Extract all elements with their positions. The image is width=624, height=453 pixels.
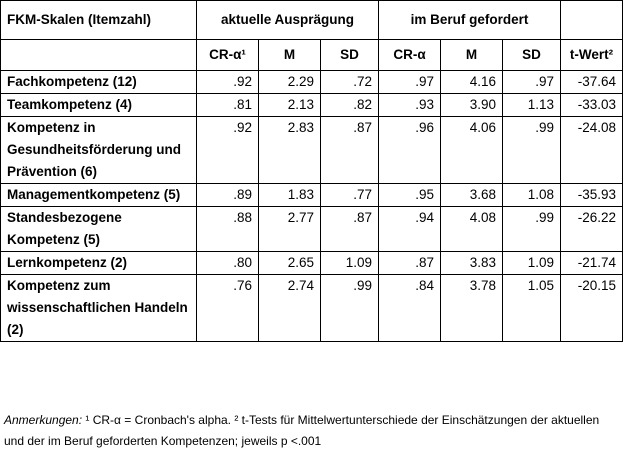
cell-sd2: 1.09 xyxy=(503,252,561,275)
header-cr1: CR-α¹ xyxy=(197,40,259,71)
cell-sd1: .82 xyxy=(321,94,379,117)
cell-m2: 3.78 xyxy=(441,275,503,342)
cell-t: -35.93 xyxy=(561,184,623,207)
cell-m2: 3.68 xyxy=(441,184,503,207)
header-group-current: aktuelle Ausprägung xyxy=(197,1,379,40)
notes-text: ¹ CR-α = Cronbach's alpha. ² t-Tests für Mittelwertunterschiede der Einschätzungen der aktuellen und der im Beruf geforderten Kompetenzen; jeweils p <.001 xyxy=(4,413,600,448)
table-row xyxy=(1,117,623,184)
cell-m1: 1.83 xyxy=(259,184,321,207)
cell-sd2: 1.05 xyxy=(503,275,561,342)
cell-m2: 3.90 xyxy=(441,94,503,117)
cell-m1: 2.65 xyxy=(259,252,321,275)
header-sd2: SD xyxy=(503,40,561,71)
cell-m2: 4.16 xyxy=(441,71,503,94)
cell-cr2: .87 xyxy=(379,252,441,275)
scale-name: Lernkompetenz (2) xyxy=(1,252,197,275)
header-empty xyxy=(561,1,623,40)
cell-t: -26.22 xyxy=(561,207,623,252)
table-row xyxy=(1,207,623,252)
table-row xyxy=(1,252,623,275)
scale-name: Kompetenz zum wissenschaftlichen Handeln (2) xyxy=(1,275,197,342)
cell-cr2: .95 xyxy=(379,184,441,207)
cell-m1: 2.77 xyxy=(259,207,321,252)
table-row xyxy=(1,71,623,94)
cell-cr2: .84 xyxy=(379,275,441,342)
cell-cr1: .92 xyxy=(197,117,259,184)
header-row-2 xyxy=(1,40,623,71)
scale-name: Fachkompetenz (12) xyxy=(1,71,197,94)
cell-cr1: .89 xyxy=(197,184,259,207)
cell-m1: 2.29 xyxy=(259,71,321,94)
cell-t: -37.64 xyxy=(561,71,623,94)
cell-m1: 2.83 xyxy=(259,117,321,184)
header-sd1: SD xyxy=(321,40,379,71)
header-row-1 xyxy=(1,1,623,40)
cell-cr2: .94 xyxy=(379,207,441,252)
cell-t: -33.03 xyxy=(561,94,623,117)
header-m1: M xyxy=(259,40,321,71)
notes-label: Anmerkungen: xyxy=(4,413,83,427)
cell-t: -24.08 xyxy=(561,117,623,184)
cell-cr1: .80 xyxy=(197,252,259,275)
cell-cr2: .96 xyxy=(379,117,441,184)
cell-cr2: .97 xyxy=(379,71,441,94)
scale-name: Managementkompetenz (5) xyxy=(1,184,197,207)
table-row xyxy=(1,275,623,342)
header-empty-scale xyxy=(1,40,197,71)
cell-sd2: .99 xyxy=(503,207,561,252)
cell-sd1: .87 xyxy=(321,207,379,252)
header-m2: M xyxy=(441,40,503,71)
cell-t: -21.74 xyxy=(561,252,623,275)
table-notes xyxy=(4,410,620,452)
table-row xyxy=(1,184,623,207)
cell-sd1: .77 xyxy=(321,184,379,207)
cell-sd2: 1.13 xyxy=(503,94,561,117)
table-row xyxy=(1,94,623,117)
cell-sd2: .97 xyxy=(503,71,561,94)
scale-name: Kompetenz in Gesundheitsförderung und Prävention (6) xyxy=(1,117,197,184)
cell-m1: 2.13 xyxy=(259,94,321,117)
cell-cr1: .88 xyxy=(197,207,259,252)
scale-name: Teamkompetenz (4) xyxy=(1,94,197,117)
header-t: t-Wert² xyxy=(561,40,623,71)
cell-cr2: .93 xyxy=(379,94,441,117)
cell-sd1: .72 xyxy=(321,71,379,94)
header-group-required: im Beruf gefordert xyxy=(379,1,561,40)
header-scale: FKM-Skalen (Itemzahl) xyxy=(1,1,197,40)
header-cr2: CR-α xyxy=(379,40,441,71)
cell-sd2: 1.08 xyxy=(503,184,561,207)
cell-sd1: 1.09 xyxy=(321,252,379,275)
cell-t: -20.15 xyxy=(561,275,623,342)
scale-name: Standesbezogene Kompetenz (5) xyxy=(1,207,197,252)
cell-m2: 4.06 xyxy=(441,117,503,184)
cell-m2: 3.83 xyxy=(441,252,503,275)
cell-cr1: .92 xyxy=(197,71,259,94)
cell-sd2: .99 xyxy=(503,117,561,184)
cell-sd1: .87 xyxy=(321,117,379,184)
cell-cr1: .76 xyxy=(197,275,259,342)
cell-sd1: .99 xyxy=(321,275,379,342)
cell-m2: 4.08 xyxy=(441,207,503,252)
cell-cr1: .81 xyxy=(197,94,259,117)
cell-m1: 2.74 xyxy=(259,275,321,342)
